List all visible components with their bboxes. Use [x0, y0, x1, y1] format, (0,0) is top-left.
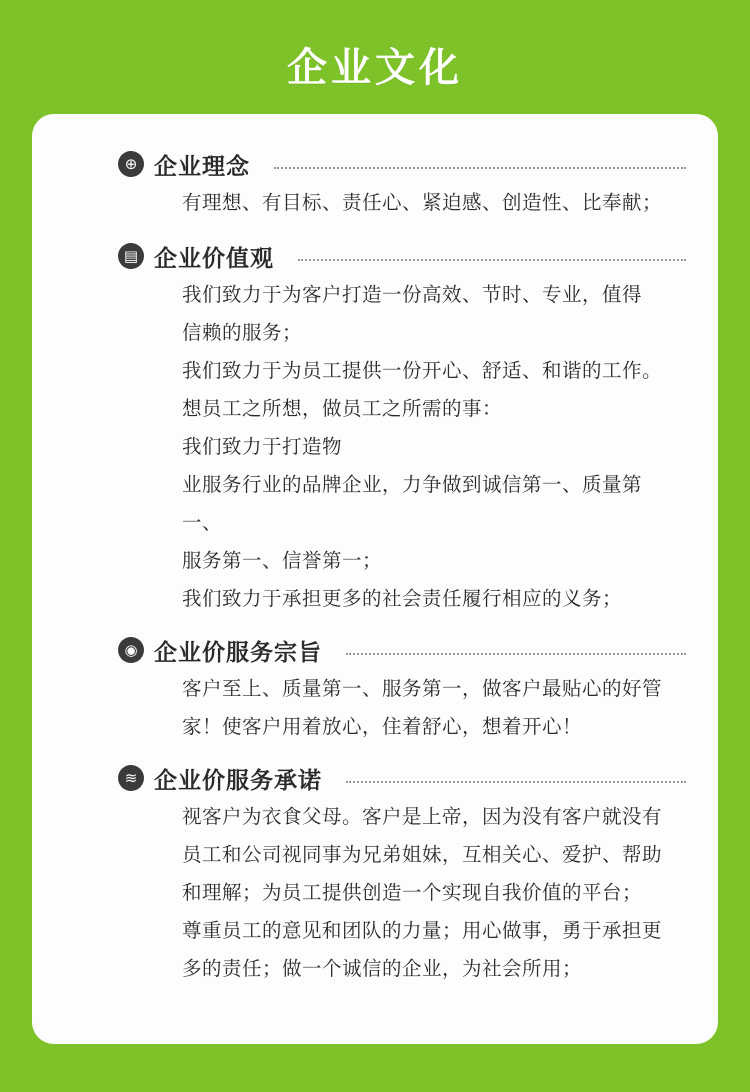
section-header: [60, 144, 690, 184]
section-header: [60, 630, 690, 670]
section-body: [60, 670, 690, 752]
section-service-purpose: [60, 630, 690, 752]
body-line: 想员工之所想，做员工之所需的事：: [182, 398, 503, 421]
body-line: 我们致力于打造物: [182, 436, 343, 459]
content-card: [32, 114, 718, 1044]
section-title: 企业价值观: [154, 244, 274, 271]
section-company-values: [60, 236, 690, 624]
section-company-philosophy: [60, 144, 690, 230]
dotted-rule: [346, 781, 686, 784]
dotted-rule: [298, 259, 686, 262]
body-line: 信赖的服务；: [182, 322, 303, 345]
body-line: 客户至上、质量第一、服务第一，做客户最贴心的好管: [182, 678, 663, 701]
body-line: 多的责任；做一个诚信的企业，为社会所用；: [182, 958, 583, 981]
body-line: 家！使客户用着放心，住着舒心，想着开心！: [182, 716, 583, 739]
section-body: [60, 276, 690, 624]
section-header: [60, 758, 690, 798]
body-line: 我们致力于为客户打造一份高效、节时、专业，值得: [182, 284, 643, 307]
section-service-commitment: [60, 758, 690, 988]
body-line: 服务第一、信誉第一；: [182, 550, 383, 573]
body-line: 我们致力于为员工提供一份开心、舒适、和谐的工作。: [182, 360, 663, 383]
section-body: [60, 184, 690, 230]
dotted-rule: [274, 167, 686, 170]
body-line: 员工和公司视同事为兄弟姐妹，互相关心、爱护、帮助: [182, 844, 663, 867]
book-icon: ▤: [118, 243, 144, 269]
handshake-icon: ≋: [118, 765, 144, 791]
section-header: [60, 236, 690, 276]
section-title: 企业价服务宗旨: [154, 638, 322, 665]
body-line: 视客户为衣食父母。客户是上帝，因为没有客户就没有: [182, 806, 663, 829]
target-icon: ◉: [118, 637, 144, 663]
page-title: 企业文化: [287, 46, 463, 90]
body-line: 尊重员工的意见和团队的力量；用心做事，勇于承担更: [182, 920, 663, 943]
body-line: 我们致力于承担更多的社会责任履行相应的义务；: [182, 588, 623, 611]
section-title: 企业价服务承诺: [154, 766, 322, 793]
section-body: [60, 798, 690, 988]
dotted-rule: [346, 653, 686, 656]
body-line: 和理解；为员工提供创造一个实现自我价值的平台；: [182, 882, 643, 905]
body-line: 业服务行业的品牌企业，力争做到诚信第一、质量第一、: [182, 474, 643, 535]
section-title: 企业理念: [154, 152, 250, 179]
body-line: 有理想、有目标、责任心、紧迫感、创造性、比奉献；: [182, 192, 663, 214]
globe-icon: ⊕: [118, 151, 144, 177]
